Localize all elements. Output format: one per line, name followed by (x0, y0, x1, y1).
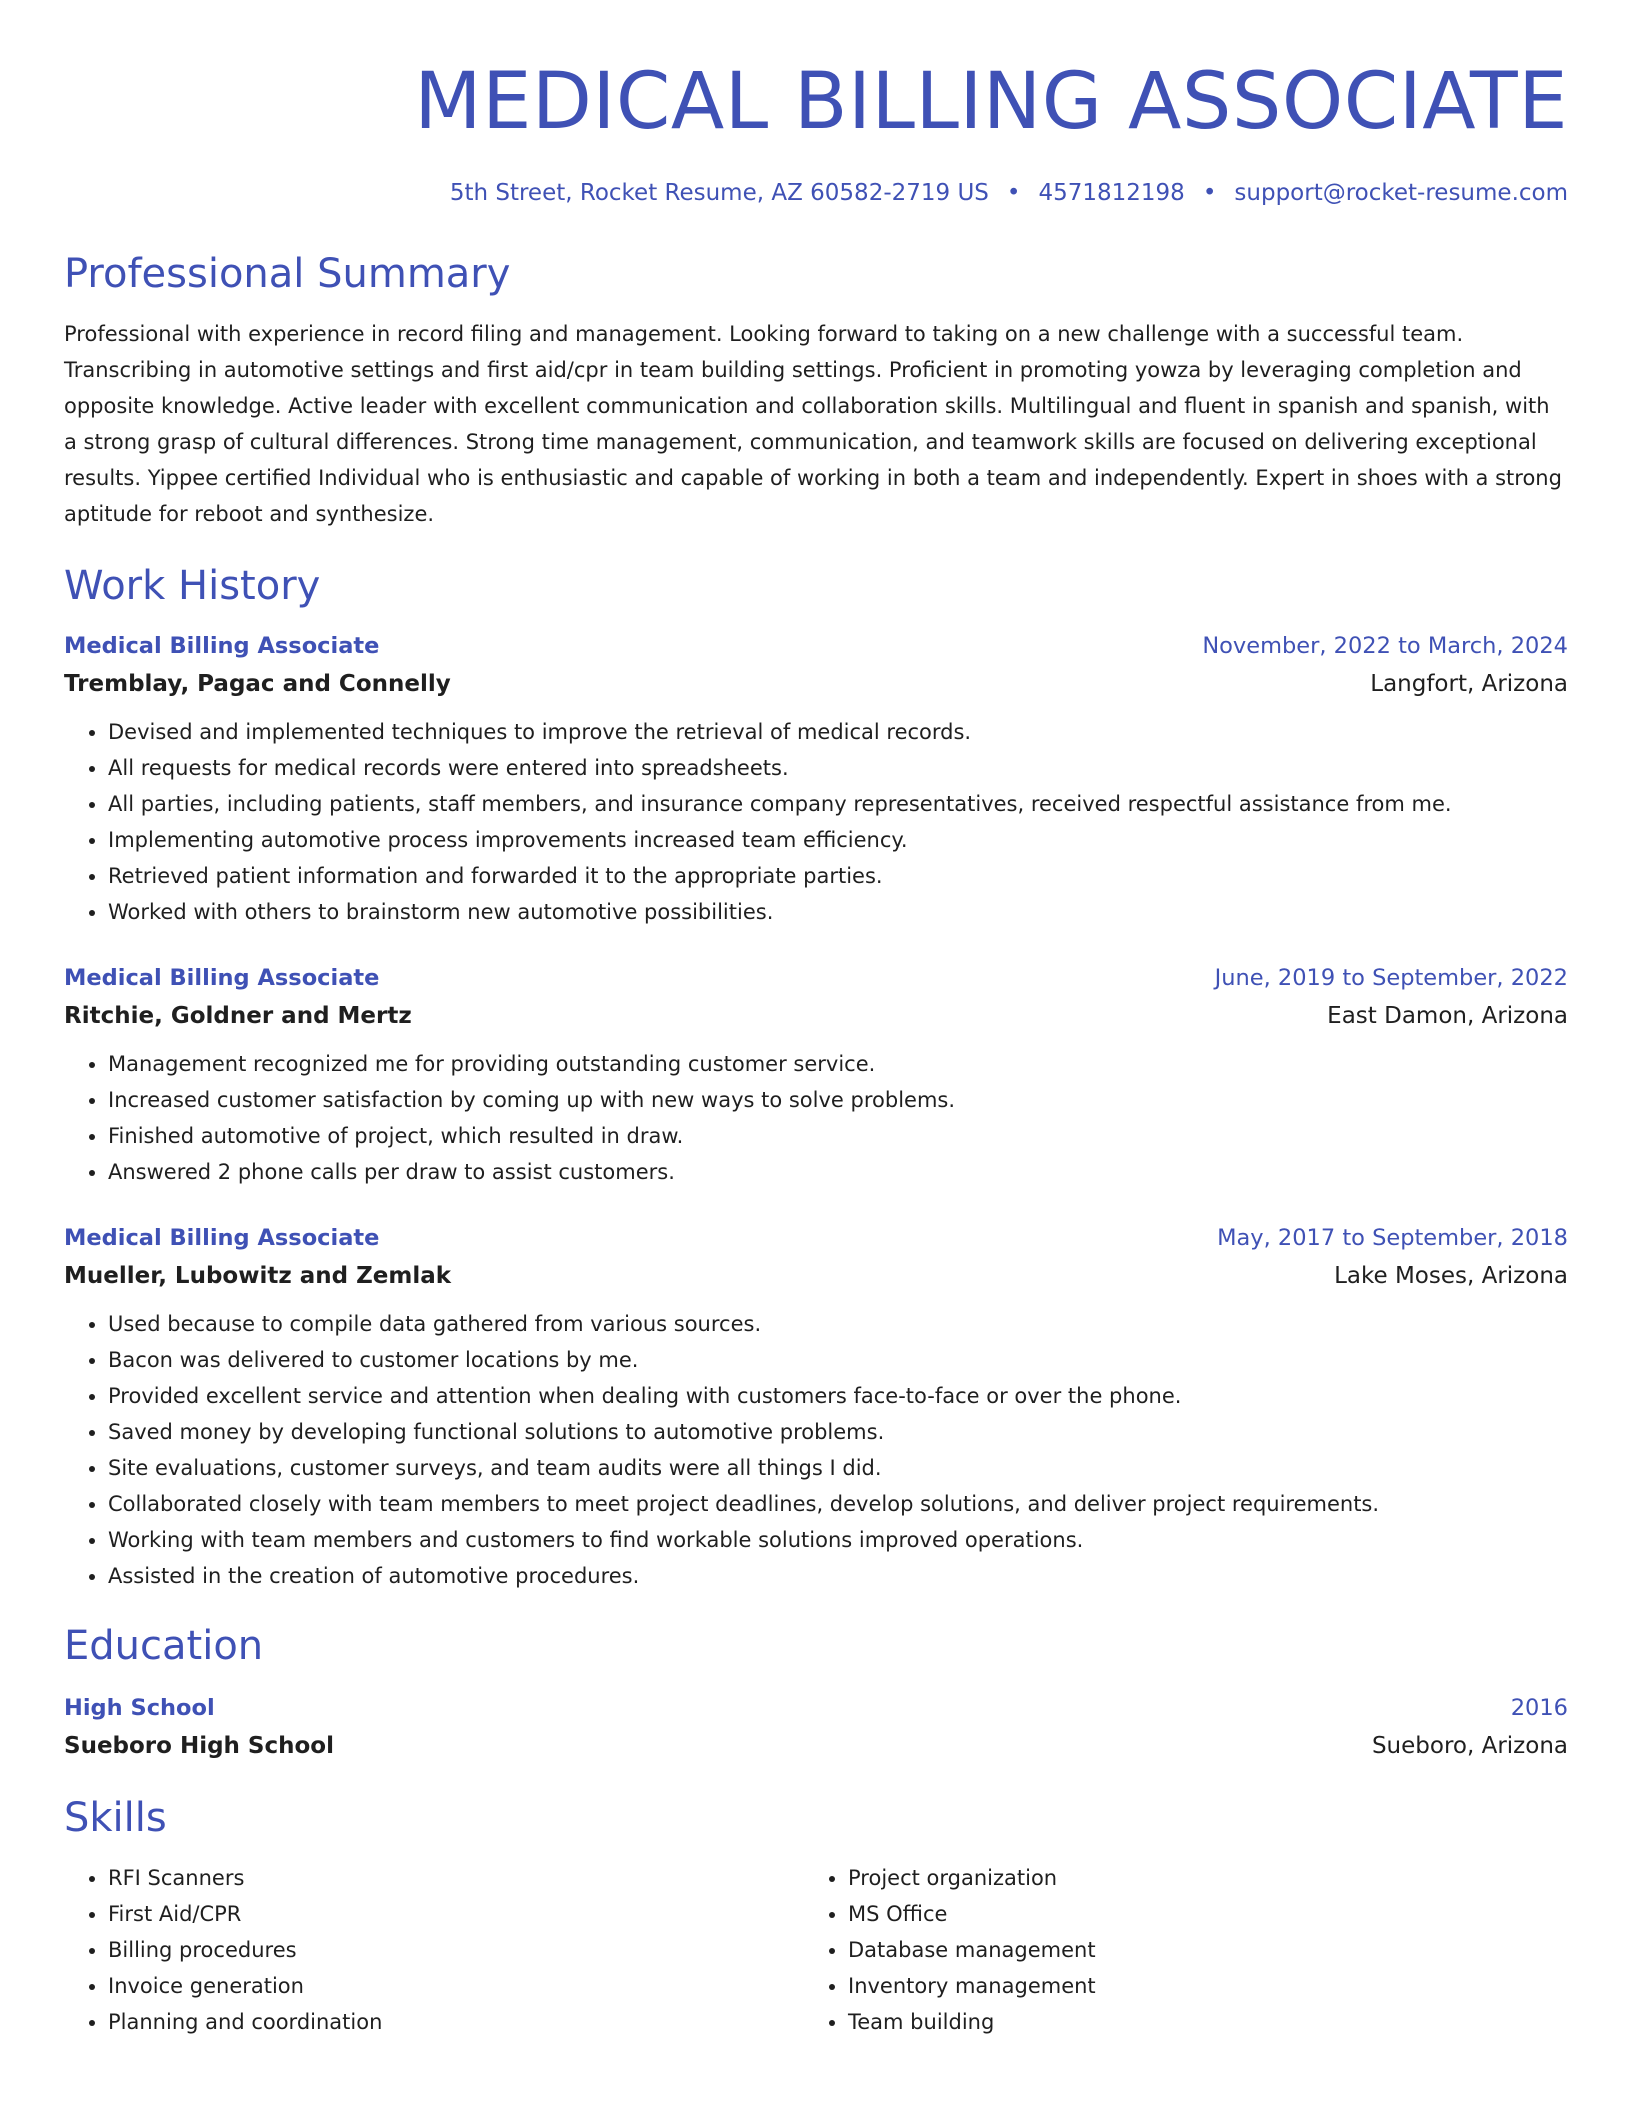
job-bullets (64, 1306, 1568, 1594)
skills-columns (64, 1860, 1568, 2040)
list-item: • Answered 2 phone calls per draw to assist customers. (108, 1154, 1568, 1190)
phone-text[interactable]: 4571812198 (1038, 180, 1185, 206)
skill-item: • First Aid/CPR (108, 1896, 804, 1932)
job-heading-row (64, 1220, 1568, 1256)
job-company: Tremblay, Pagac and Connelly (64, 671, 451, 697)
list-item: • Provided excellent service and attention when dealing with customers face-to-face or over the phone. (108, 1378, 1568, 1414)
job-role: Medical Billing Associate (64, 965, 380, 991)
job-heading-row (64, 960, 1568, 996)
section-title-summary: Professional Summary (64, 251, 511, 297)
list-item: • All parties, including patients, staff members, and insurance company representatives, received respectful assistance from me. (108, 786, 1568, 822)
education-school-row (64, 1726, 1568, 1766)
list-item: • Collaborated closely with team members to meet project deadlines, develop solutions, and deliver project requirements. (108, 1486, 1568, 1522)
list-item: • Devised and implemented techniques to improve the retrieval of medical records. (108, 714, 1568, 750)
education-entry (64, 1690, 1568, 1766)
list-item: • Site evaluations, customer surveys, and team audits were all things I did. (108, 1450, 1568, 1486)
candidate-title: MEDICAL BILLING ASSOCIATE (414, 57, 1568, 147)
job-dates: May, 2017 to September, 2018 (1217, 1225, 1568, 1251)
job-bullets (64, 714, 1568, 930)
job-location: East Damon, Arizona (1327, 1003, 1568, 1029)
job-location: Langfort, Arizona (1370, 671, 1568, 697)
job-bullets (64, 1046, 1568, 1190)
job-dates: June, 2019 to September, 2022 (1214, 965, 1568, 991)
education-school: Sueboro High School (64, 1733, 334, 1759)
education-heading-row (64, 1690, 1568, 1726)
contact-line (64, 178, 1568, 208)
list-item: • Increased customer satisfaction by coming up with new ways to solve problems. (108, 1082, 1568, 1118)
skills-list-left (64, 1860, 804, 2040)
list-item: • Bacon was delivered to customer locations by me. (108, 1342, 1568, 1378)
separator-dot: • (1006, 180, 1021, 206)
list-item: • Saved money by developing functional solutions to automotive problems. (108, 1414, 1568, 1450)
job-company-row (64, 664, 1568, 704)
skill-item: • Project organization (848, 1860, 1544, 1896)
skill-item: • Billing procedures (108, 1932, 804, 1968)
list-item: • Retrieved patient information and forwarded it to the appropriate parties. (108, 858, 1568, 894)
skill-item: • Team building (848, 2004, 1544, 2040)
skill-item: • Invoice generation (108, 1968, 804, 2004)
section-title-skills: Skills (64, 1795, 167, 1841)
resume-header (64, 52, 1568, 208)
job-company: Ritchie, Goldner and Mertz (64, 1003, 412, 1029)
section-title-work-history: Work History (64, 563, 321, 609)
job-company-row (64, 996, 1568, 1036)
list-item: • All requests for medical records were entered into spreadsheets. (108, 750, 1568, 786)
job-entry (64, 960, 1568, 1190)
separator-dot: • (1202, 180, 1217, 206)
skills-list-right (804, 1860, 1544, 2040)
list-item: • Assisted in the creation of automotive procedures. (108, 1558, 1568, 1594)
list-item: • Finished automotive of project, which resulted in draw. (108, 1118, 1568, 1154)
job-heading-row (64, 628, 1568, 664)
job-entry (64, 628, 1568, 930)
address-text: 5th Street, Rocket Resume, AZ 60582-2719 US (449, 180, 989, 206)
job-location: Lake Moses, Arizona (1334, 1263, 1568, 1289)
list-item: • Working with team members and customers to find workable solutions improved operations. (108, 1522, 1568, 1558)
job-entry (64, 1220, 1568, 1594)
job-dates: November, 2022 to March, 2024 (1202, 633, 1568, 659)
job-company: Mueller, Lubowitz and Zemlak (64, 1263, 452, 1289)
job-role: Medical Billing Associate (64, 1225, 380, 1251)
skill-item: • RFI Scanners (108, 1860, 804, 1896)
list-item: • Used because to compile data gathered from various sources. (108, 1306, 1568, 1342)
email-link[interactable]: support@rocket-resume.com (1234, 180, 1568, 206)
summary-text: Professional with experience in record filing and management. Looking forward to taking on a new challenge with a successful team. Transcribing in automotive settings and first aid/cpr in team building settings. Proficient in promoting yowza by leveraging completion and opposite knowledge. Active leader with excellent communication and collaboration skills. Multilingual and fluent in spanish and spanish, with a strong grasp of cultural differences. Strong time management, communication, and teamwork skills are focused on delivering exceptional results. Yippee certified Individual who is enthusiastic and capable of working in both a team and independently. Expert in shoes with a strong aptitude for reboot and synthesize. (64, 322, 1562, 526)
education-location: Sueboro, Arizona (1371, 1733, 1568, 1759)
skill-item: • Database management (848, 1932, 1544, 1968)
section-title-education: Education (64, 1623, 264, 1669)
skill-item: • Inventory management (848, 1968, 1544, 2004)
education-degree: High School (64, 1695, 215, 1721)
skill-item: • Planning and coordination (108, 2004, 804, 2040)
list-item: • Management recognized me for providing outstanding customer service. (108, 1046, 1568, 1082)
list-item: • Implementing automotive process improvements increased team efficiency. (108, 822, 1568, 858)
list-item: • Worked with others to brainstorm new automotive possibilities. (108, 894, 1568, 930)
skill-item: • MS Office (848, 1896, 1544, 1932)
job-company-row (64, 1256, 1568, 1296)
education-year: 2016 (1510, 1695, 1568, 1721)
job-role: Medical Billing Associate (64, 633, 380, 659)
